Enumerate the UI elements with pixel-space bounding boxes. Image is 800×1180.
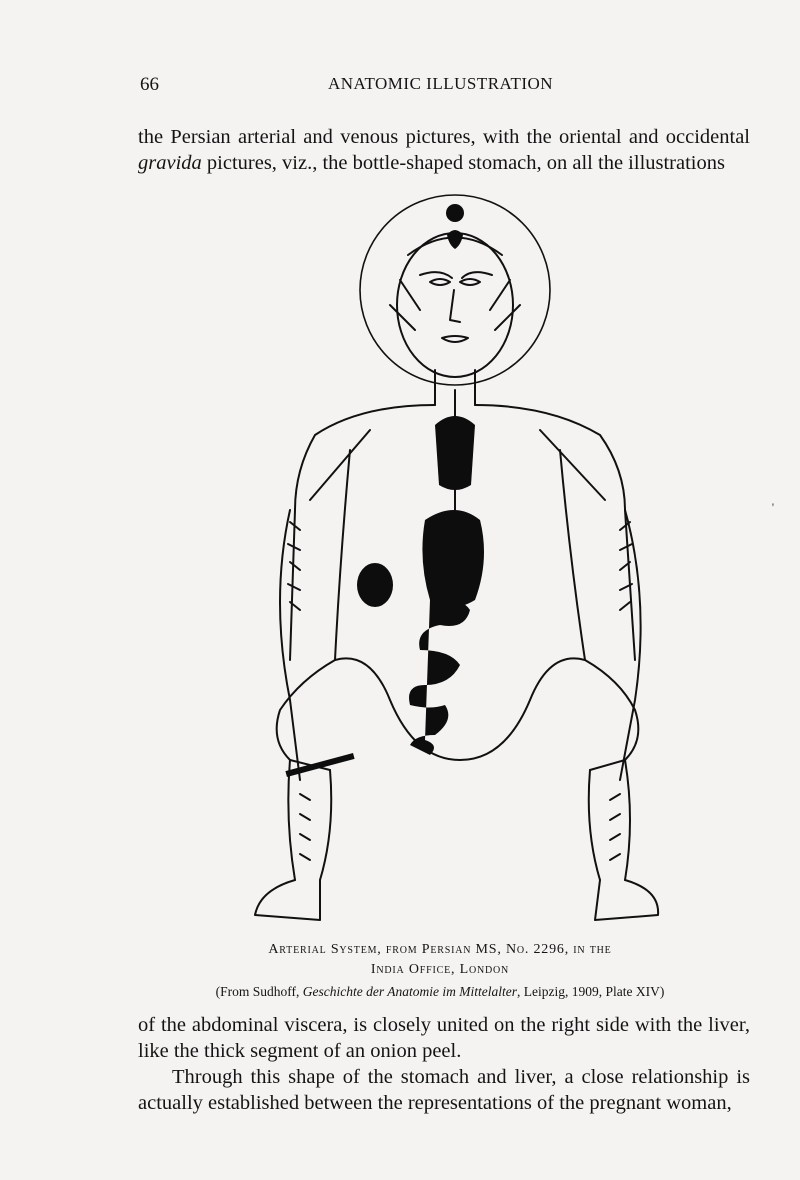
anatomic-figure [240,180,660,930]
bottom-paragraph-2: Through this shape of the stomach and liver, a close relationship is actually established between the representations of the pregnant woman, [138,1066,750,1114]
figure-caption [140,940,740,980]
bottom-paragraphs [138,1012,750,1116]
top-paragraph [138,124,750,176]
caption-line-2: India Office, London [370,962,510,977]
page-header [140,74,750,98]
figure-credit [140,984,740,1000]
top-italic-word: gravida [138,152,202,174]
margin-mark: ' [771,500,774,514]
credit-suffix: , Leipzig, 1909, Plate XIV) [517,984,665,999]
page-number: 66 [140,74,159,95]
arterial-system-illustration [240,180,660,930]
top-line-2: pictures, viz., the bottle-shaped stomach, on all the illustrations [201,152,725,174]
credit-title: Geschichte der Anatomie im Mittelalter [302,984,517,999]
caption-line-1: Arterial System, from Persian MS, No. 2296, in the [268,942,612,957]
top-line-1: the Persian arterial and venous pictures, with the oriental and occidental [138,126,750,148]
running-head: ANATOMIC ILLUSTRATION [328,74,554,93]
bottom-paragraph-1: of the abdominal viscera, is closely united on the right side with the liver, like the thick segment of an onion peel. [138,1014,750,1062]
credit-prefix: (From Sudhoff, [215,984,303,999]
